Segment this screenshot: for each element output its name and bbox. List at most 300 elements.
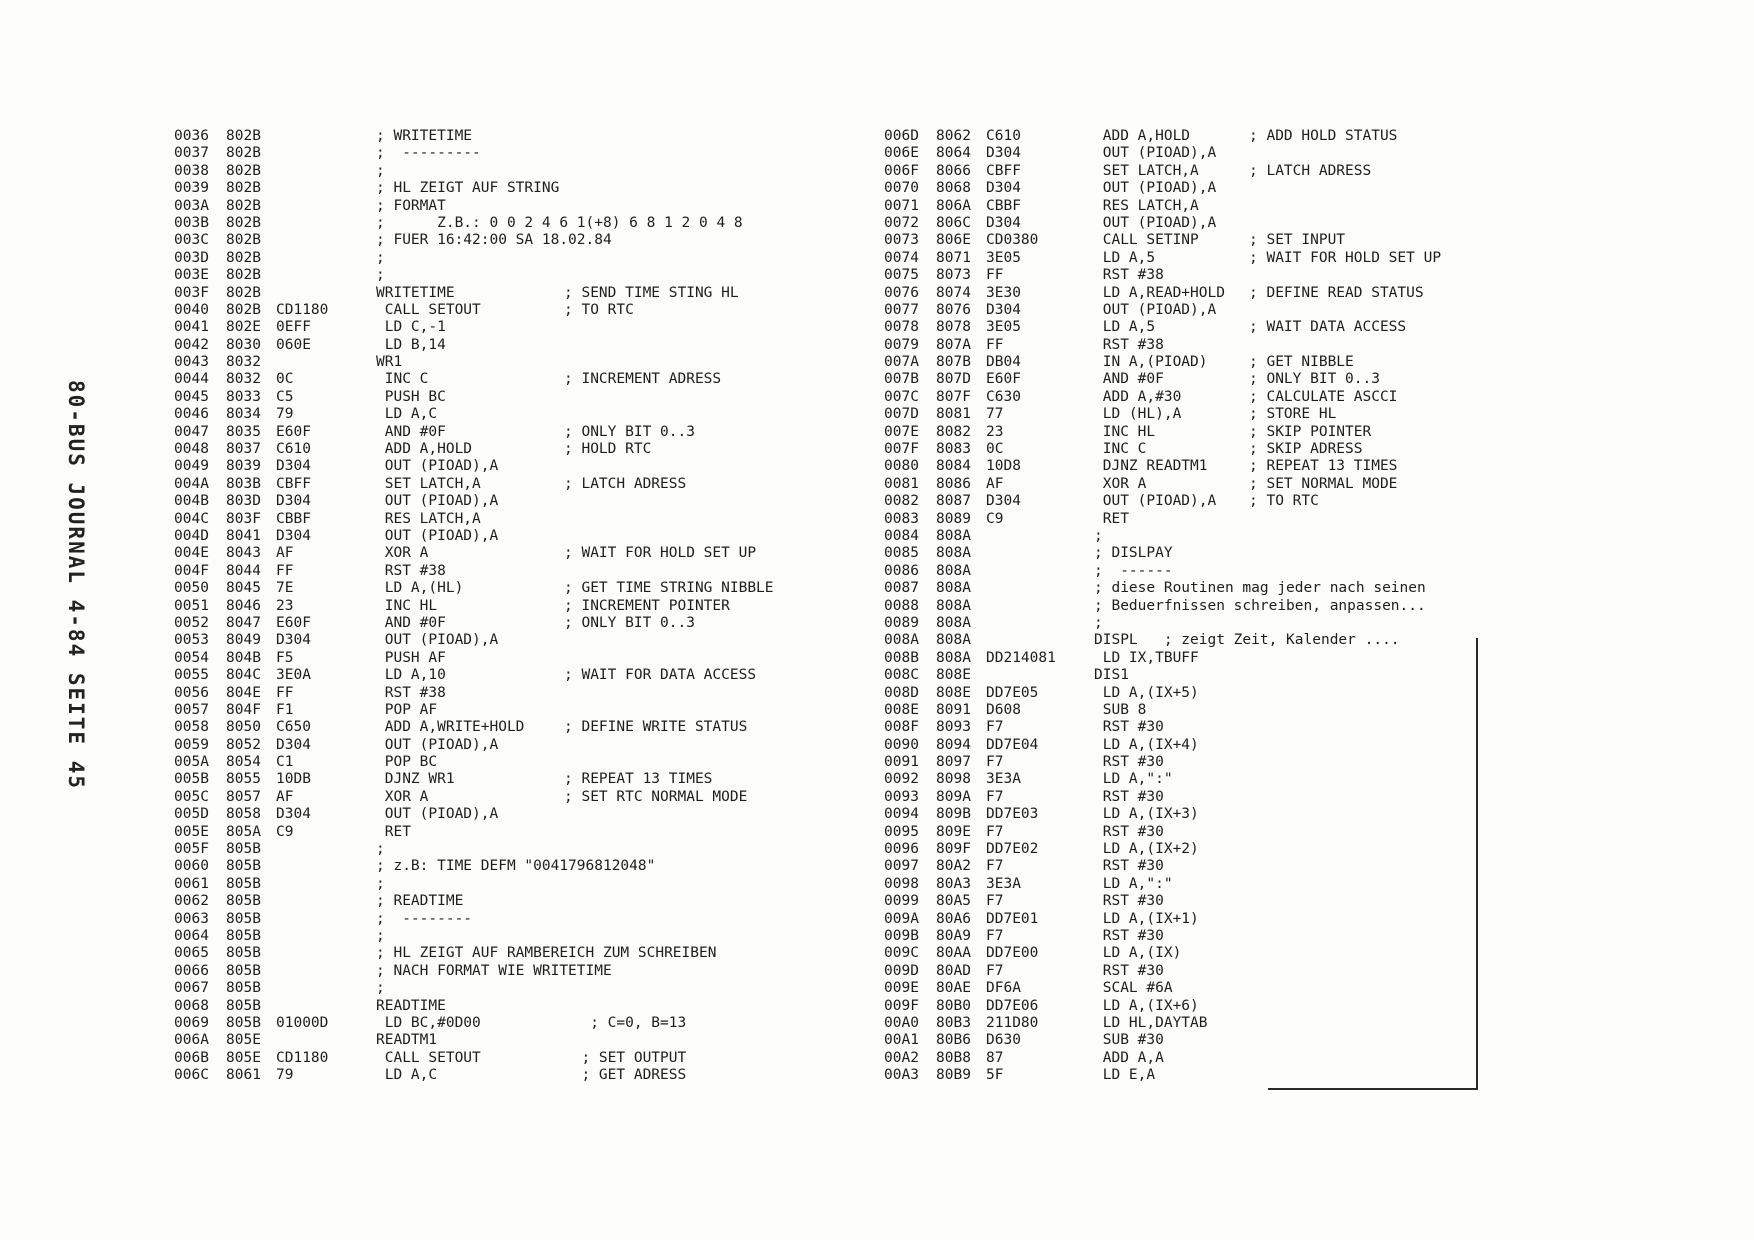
line-number: 003D — [174, 249, 209, 266]
line-number: 0052 — [174, 614, 209, 631]
address: 8037 — [226, 441, 261, 458]
address: 8058 — [226, 806, 261, 823]
address: 8064 — [936, 145, 971, 162]
source: ; — [376, 875, 385, 892]
source: ; — [376, 841, 385, 858]
line-number: 0080 — [884, 458, 919, 475]
object-code: D304 — [986, 301, 1021, 318]
object-code: F7 — [986, 823, 1004, 840]
address: 8033 — [226, 388, 261, 405]
object-code: D304 — [986, 145, 1021, 162]
line-number: 007E — [884, 423, 919, 440]
source: RST #30 — [1094, 858, 1164, 875]
source: RET — [1094, 510, 1129, 527]
source: POP AF — [376, 701, 438, 718]
line-number: 009E — [884, 980, 919, 997]
source: READTM1 — [376, 1032, 438, 1049]
address: 8047 — [226, 614, 261, 631]
address: 8032 — [226, 371, 261, 388]
line-number: 0095 — [884, 823, 919, 840]
source: XOR A — [1094, 475, 1147, 492]
line-number: 0089 — [884, 614, 919, 631]
line-number: 0059 — [174, 736, 209, 753]
address: 8074 — [936, 284, 971, 301]
address: 8039 — [226, 458, 261, 475]
object-code: 060E — [276, 336, 311, 353]
line-number: 0037 — [174, 145, 209, 162]
address: 802B — [226, 249, 261, 266]
line-number: 006B — [174, 1049, 209, 1066]
comment: ; LATCH ADRESS — [564, 475, 687, 492]
source: LD A,(IX+3) — [1094, 806, 1199, 823]
address: 80A2 — [936, 858, 971, 875]
source: ; — [1094, 527, 1103, 544]
address: 802B — [226, 197, 261, 214]
address: 8062 — [936, 128, 971, 144]
line-number: 0064 — [174, 927, 209, 944]
address: 805B — [226, 945, 261, 962]
source: LD BC,#0D00 — [376, 1014, 481, 1031]
comment: ; GET ADRESS — [564, 1067, 687, 1084]
address: 808A — [936, 527, 971, 544]
object-code: C610 — [986, 128, 1021, 144]
address: 809E — [936, 823, 971, 840]
line-number: 0098 — [884, 875, 919, 892]
source: INC HL — [376, 597, 438, 614]
source: SET LATCH,A — [376, 475, 481, 492]
object-code: 10DB — [276, 771, 311, 788]
address: 8083 — [936, 441, 971, 458]
comment: ; ONLY BIT 0..3 — [1249, 371, 1380, 388]
address: 8054 — [226, 754, 261, 771]
source: DISPL ; zeigt Zeit, Kalender .... — [1094, 632, 1400, 649]
address: 8078 — [936, 319, 971, 336]
address: 8050 — [226, 719, 261, 736]
source: OUT (PIOAD),A — [376, 632, 499, 649]
source: RST #38 — [376, 562, 446, 579]
source: OUT (PIOAD),A — [376, 527, 499, 544]
object-code: FF — [276, 562, 294, 579]
source: LD A,5 — [1094, 249, 1156, 266]
address: 805B — [226, 893, 261, 910]
object-code: C630 — [986, 388, 1021, 405]
address: 807B — [936, 354, 971, 371]
source: POP BC — [376, 754, 438, 771]
line-number: 0091 — [884, 754, 919, 771]
address: 804F — [226, 701, 261, 718]
object-code: FF — [986, 336, 1004, 353]
address: 80AA — [936, 945, 971, 962]
bracket-bottom-line — [1268, 1088, 1478, 1090]
source: RST #30 — [1094, 788, 1164, 805]
line-number: 005D — [174, 806, 209, 823]
address: 804C — [226, 667, 261, 684]
line-number: 005E — [174, 823, 209, 840]
source: LD A,":" — [1094, 771, 1173, 788]
line-number: 008E — [884, 701, 919, 718]
line-number: 004B — [174, 493, 209, 510]
line-number: 0065 — [174, 945, 209, 962]
object-code: 7E — [276, 580, 294, 597]
source: OUT (PIOAD),A — [376, 493, 499, 510]
object-code: 01000D — [276, 1014, 329, 1031]
line-number: 006C — [174, 1067, 209, 1084]
source: LD B,14 — [376, 336, 446, 353]
source: RES LATCH,A — [376, 510, 481, 527]
object-code: AF — [276, 788, 294, 805]
line-number: 0083 — [884, 510, 919, 527]
object-code: 77 — [986, 406, 1004, 423]
address: 8035 — [226, 423, 261, 440]
address: 80B6 — [936, 1032, 971, 1049]
source: SCAL #6A — [1094, 980, 1173, 997]
line-number: 004D — [174, 527, 209, 544]
address: 8043 — [226, 545, 261, 562]
address: 806A — [936, 197, 971, 214]
address: 8073 — [936, 267, 971, 284]
line-number: 007F — [884, 441, 919, 458]
comment: ; DEFINE WRITE STATUS — [564, 719, 748, 736]
source: ; — [376, 927, 385, 944]
line-number: 0055 — [174, 667, 209, 684]
address: 802B — [226, 162, 261, 179]
object-code: DF6A — [986, 980, 1021, 997]
object-code: F5 — [276, 649, 294, 666]
line-number: 0084 — [884, 527, 919, 544]
line-number: 0073 — [884, 232, 919, 249]
object-code: 5F — [986, 1067, 1004, 1084]
address: 8068 — [936, 180, 971, 197]
comment: ; SKIP POINTER — [1249, 423, 1372, 440]
line-number: 0045 — [174, 388, 209, 405]
line-number: 006F — [884, 162, 919, 179]
source: RST #30 — [1094, 823, 1164, 840]
object-code: 23 — [276, 597, 294, 614]
address: 802B — [226, 180, 261, 197]
address: 8030 — [226, 336, 261, 353]
object-code: D304 — [276, 527, 311, 544]
source: ; -------- — [376, 910, 473, 927]
object-code: F1 — [276, 701, 294, 718]
comment: ; WAIT FOR HOLD SET UP — [1249, 249, 1442, 266]
line-number: 0042 — [174, 336, 209, 353]
object-code: D304 — [276, 458, 311, 475]
address: 8055 — [226, 771, 261, 788]
source: OUT (PIOAD),A — [1094, 145, 1217, 162]
address: 8049 — [226, 632, 261, 649]
comment: ; SET RTC NORMAL MODE — [564, 788, 748, 805]
source: AND #0F — [376, 423, 446, 440]
line-number: 0048 — [174, 441, 209, 458]
object-code: C9 — [276, 823, 294, 840]
object-code: AF — [986, 475, 1004, 492]
source: ; — [1094, 614, 1103, 631]
source: CALL SETINP — [1094, 232, 1199, 249]
object-code: F7 — [986, 893, 1004, 910]
line-number: 004A — [174, 475, 209, 492]
source: ; --------- — [376, 145, 481, 162]
line-number: 0061 — [174, 875, 209, 892]
object-code: 3E0A — [276, 667, 311, 684]
source: OUT (PIOAD),A — [376, 736, 499, 753]
line-number: 004E — [174, 545, 209, 562]
address: 808A — [936, 597, 971, 614]
source: INC C — [1094, 441, 1147, 458]
line-number: 0038 — [174, 162, 209, 179]
comment: ; HOLD RTC — [564, 441, 652, 458]
comment: ; LATCH ADRESS — [1249, 162, 1372, 179]
line-number: 0090 — [884, 736, 919, 753]
source: LD A,(IX+6) — [1094, 997, 1199, 1014]
address: 8093 — [936, 719, 971, 736]
line-number: 0078 — [884, 319, 919, 336]
address: 80B3 — [936, 1014, 971, 1031]
comment: ; GET NIBBLE — [1249, 354, 1354, 371]
comment: ; ADD HOLD STATUS — [1249, 128, 1398, 144]
source: LD A,(IX+2) — [1094, 841, 1199, 858]
object-code: 3E30 — [986, 284, 1021, 301]
address: 805B — [226, 1014, 261, 1031]
line-number: 00A0 — [884, 1014, 919, 1031]
address: 802E — [226, 319, 261, 336]
object-code: DD214081 — [986, 649, 1056, 666]
object-code: CD0380 — [986, 232, 1039, 249]
source: LD A,C — [376, 1067, 438, 1084]
comment: ; STORE HL — [1249, 406, 1337, 423]
source: WR1 — [376, 354, 403, 371]
line-number: 0047 — [174, 423, 209, 440]
object-code: E60F — [276, 614, 311, 631]
comment: ; CALCULATE ASCCI — [1249, 388, 1398, 405]
source: AND #0F — [376, 614, 446, 631]
line-number: 0044 — [174, 371, 209, 388]
source: RST #38 — [1094, 267, 1164, 284]
address: 8098 — [936, 771, 971, 788]
address: 802B — [226, 128, 261, 144]
line-number: 0087 — [884, 580, 919, 597]
comment: ; ONLY BIT 0..3 — [564, 423, 695, 440]
object-code: C1 — [276, 754, 294, 771]
comment: ; WAIT FOR HOLD SET UP — [564, 545, 757, 562]
line-number: 008B — [884, 649, 919, 666]
object-code: 3E3A — [986, 875, 1021, 892]
object-code: CD1180 — [276, 301, 329, 318]
comment: ; SET NORMAL MODE — [1249, 475, 1398, 492]
source: OUT (PIOAD),A — [1094, 301, 1217, 318]
line-number: 005F — [174, 841, 209, 858]
source: ADD A,#30 — [1094, 388, 1182, 405]
address: 805B — [226, 927, 261, 944]
address: 8087 — [936, 493, 971, 510]
line-number: 003F — [174, 284, 209, 301]
line-number: 0070 — [884, 180, 919, 197]
line-number: 004F — [174, 562, 209, 579]
address: 807D — [936, 371, 971, 388]
line-number: 00A1 — [884, 1032, 919, 1049]
line-number: 005C — [174, 788, 209, 805]
line-number: 003B — [174, 214, 209, 231]
object-code: 0EFF — [276, 319, 311, 336]
object-code: DD7E06 — [986, 997, 1039, 1014]
source: PUSH AF — [376, 649, 446, 666]
comment: ; ONLY BIT 0..3 — [564, 614, 695, 631]
address: 803F — [226, 510, 261, 527]
address: 809B — [936, 806, 971, 823]
source: ADD A,HOLD — [376, 441, 473, 458]
object-code: CBBF — [276, 510, 311, 527]
source: ; READTIME — [376, 893, 464, 910]
line-number: 0071 — [884, 197, 919, 214]
object-code: 3E05 — [986, 319, 1021, 336]
line-number: 0053 — [174, 632, 209, 649]
comment: ; C=0, B=13 — [564, 1014, 687, 1031]
object-code: 87 — [986, 1049, 1004, 1066]
line-number: 008A — [884, 632, 919, 649]
address: 802B — [226, 284, 261, 301]
address: 802B — [226, 301, 261, 318]
line-number: 0046 — [174, 406, 209, 423]
source: RST #30 — [1094, 893, 1164, 910]
line-number: 0081 — [884, 475, 919, 492]
source: LD A,C — [376, 406, 438, 423]
line-number: 0074 — [884, 249, 919, 266]
address: 80B8 — [936, 1049, 971, 1066]
object-code: 0C — [986, 441, 1004, 458]
object-code: C5 — [276, 388, 294, 405]
object-code: CBFF — [276, 475, 311, 492]
object-code: D304 — [276, 493, 311, 510]
address: 806E — [936, 232, 971, 249]
line-number: 009B — [884, 927, 919, 944]
source: LD A,(HL) — [376, 580, 464, 597]
line-number: 00A2 — [884, 1049, 919, 1066]
source: LD A,5 — [1094, 319, 1156, 336]
source: XOR A — [376, 788, 429, 805]
address: 805E — [226, 1032, 261, 1049]
line-number: 0056 — [174, 684, 209, 701]
line-number: 0092 — [884, 771, 919, 788]
source: RST #30 — [1094, 962, 1164, 979]
source: SUB 8 — [1094, 701, 1147, 718]
object-code: D304 — [986, 214, 1021, 231]
address: 8081 — [936, 406, 971, 423]
line-number: 00A3 — [884, 1067, 919, 1084]
source: ; FORMAT — [376, 197, 446, 214]
address: 808A — [936, 562, 971, 579]
object-code: 10D8 — [986, 458, 1021, 475]
source: RST #38 — [376, 684, 446, 701]
source: LD A,10 — [376, 667, 446, 684]
line-number: 006E — [884, 145, 919, 162]
source: LD E,A — [1094, 1067, 1156, 1084]
comment: ; WAIT FOR DATA ACCESS — [564, 667, 757, 684]
object-code: D304 — [276, 736, 311, 753]
comment: ; SKIP ADRESS — [1249, 441, 1363, 458]
address: 805E — [226, 1049, 261, 1066]
source: IN A,(PIOAD) — [1094, 354, 1208, 371]
comment: ; GET TIME STRING NIBBLE — [564, 580, 774, 597]
line-number: 0036 — [174, 128, 209, 144]
source: LD C,-1 — [376, 319, 446, 336]
line-number: 0093 — [884, 788, 919, 805]
source: RES LATCH,A — [1094, 197, 1199, 214]
address: 808A — [936, 545, 971, 562]
address: 805B — [226, 841, 261, 858]
object-code: E60F — [986, 371, 1021, 388]
line-number: 0041 — [174, 319, 209, 336]
line-number: 008C — [884, 667, 919, 684]
comment: ; WAIT DATA ACCESS — [1249, 319, 1407, 336]
line-number: 0066 — [174, 962, 209, 979]
object-code: DD7E02 — [986, 841, 1039, 858]
line-number: 005B — [174, 771, 209, 788]
line-number: 0069 — [174, 1014, 209, 1031]
line-number: 007C — [884, 388, 919, 405]
address: 80B9 — [936, 1067, 971, 1084]
address: 8045 — [226, 580, 261, 597]
line-number: 0086 — [884, 562, 919, 579]
line-number: 007D — [884, 406, 919, 423]
line-number: 0085 — [884, 545, 919, 562]
address: 8082 — [936, 423, 971, 440]
source: WRITETIME — [376, 284, 455, 301]
object-code: 79 — [276, 1067, 294, 1084]
source: INC HL — [1094, 423, 1156, 440]
comment: ; SET OUTPUT — [564, 1049, 687, 1066]
line-number: 0058 — [174, 719, 209, 736]
address: 8094 — [936, 736, 971, 753]
line-number: 0072 — [884, 214, 919, 231]
source: ; — [376, 162, 385, 179]
source: LD HL,DAYTAB — [1094, 1014, 1208, 1031]
line-number: 003E — [174, 267, 209, 284]
object-code: 0C — [276, 371, 294, 388]
source: ADD A,A — [1094, 1049, 1164, 1066]
address: 803D — [226, 493, 261, 510]
source: LD A,(IX+1) — [1094, 910, 1199, 927]
object-code: AF — [276, 545, 294, 562]
address: 8046 — [226, 597, 261, 614]
source: DIS1 — [1094, 667, 1129, 684]
line-number: 0057 — [174, 701, 209, 718]
line-number: 0039 — [174, 180, 209, 197]
comment: ; INCREMENT POINTER — [564, 597, 730, 614]
line-number: 0077 — [884, 301, 919, 318]
address: 8071 — [936, 249, 971, 266]
source: LD A,":" — [1094, 875, 1173, 892]
address: 804B — [226, 649, 261, 666]
object-code: 211D80 — [986, 1014, 1039, 1031]
address: 809F — [936, 841, 971, 858]
source: RST #30 — [1094, 719, 1164, 736]
address: 802B — [226, 267, 261, 284]
comment: ; DEFINE READ STATUS — [1249, 284, 1424, 301]
address: 8061 — [226, 1067, 261, 1084]
address: 809A — [936, 788, 971, 805]
comment: ; TO RTC — [564, 301, 634, 318]
address: 8086 — [936, 475, 971, 492]
line-number: 0054 — [174, 649, 209, 666]
address: 8041 — [226, 527, 261, 544]
address: 808E — [936, 667, 971, 684]
object-code: 79 — [276, 406, 294, 423]
source: RST #30 — [1094, 927, 1164, 944]
source: RST #38 — [1094, 336, 1164, 353]
address: 8076 — [936, 301, 971, 318]
object-code: FF — [276, 684, 294, 701]
address: 8091 — [936, 701, 971, 718]
source: ; Z.B.: 0 0 2 4 6 1(+8) 6 8 1 2 0 4 8 — [376, 214, 743, 231]
